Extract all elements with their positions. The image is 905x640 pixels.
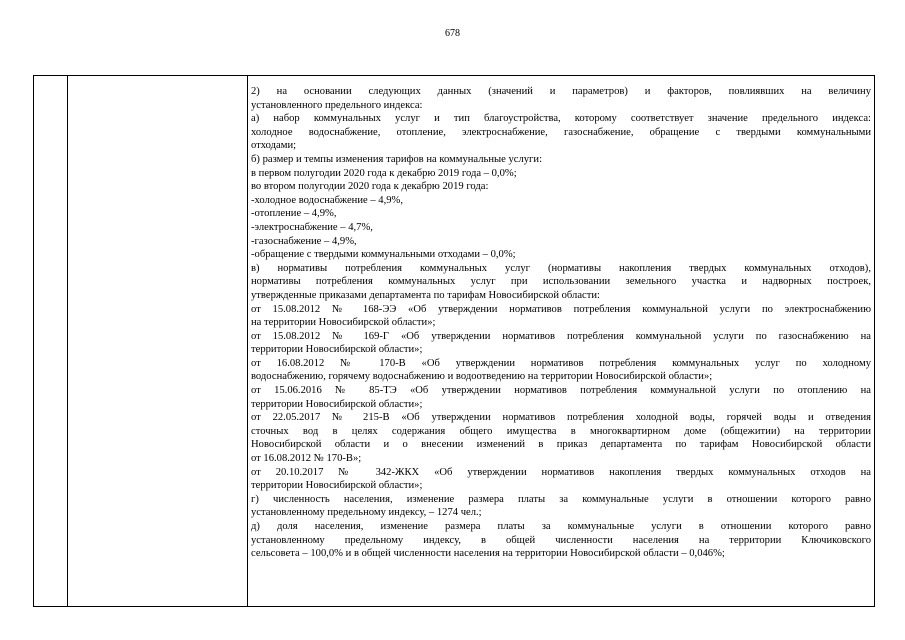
text-line: нормативы потребления коммунальных услуг при использовании земельного участка и надворных построек, [251, 276, 871, 288]
text-line: территории Новосибирской области»; [251, 344, 423, 356]
text-line: водоснабжению, горячему водоснабжению и водоотведению на территории Новосибирской области»; [251, 371, 713, 383]
text-line: -газоснабжение – 4,9%, [251, 235, 357, 247]
text-line: -электроснабжение – 4,7%, [251, 221, 373, 233]
text-line: установленного предельного индекса: [251, 99, 423, 111]
text-line: на территории Новосибирской области»; [251, 317, 436, 329]
text-line: от 22.05.2017 № 215-В «Об утверждении нормативов потребления холодной воды, горячей воды и отведения [251, 412, 871, 424]
text-line: утвержденные приказами департамента по тарифам Новосибирской области: [251, 289, 600, 301]
text-line: -отопление – 4,9%, [251, 208, 337, 220]
table-cell-name [67, 76, 248, 606]
text-line: установленному предельному индексу, – 1274 чел.; [251, 507, 482, 519]
text-line: холодное водоснабжение, отопление, электроснабжение, газоснабжение, обращение с твердыми коммунальными [251, 126, 871, 138]
document-table [33, 75, 875, 607]
text-line: в первом полугодии 2020 года к декабрю 2019 года – 0,0%; [251, 167, 517, 179]
text-line: -обращение с твердыми коммунальными отходами – 0,0%; [251, 249, 516, 261]
text-line: территории Новосибирской области»; [251, 398, 423, 410]
text-line: 2) на основании следующих данных (значений и параметров) и факторов, повлиявших на величину [251, 86, 871, 97]
table-cell-number [34, 76, 68, 606]
text-line: д) доля населения, изменение размера платы за коммунальные услуги в отношении которого равно [251, 521, 871, 532]
table-cell-content [248, 76, 874, 606]
text-line: Новосибирской области и о внесении изменений в приказ департамента по тарифам Новосибирской области [251, 439, 871, 451]
text-line: б) размер и темпы изменения тарифов на коммунальные услуги: [251, 153, 543, 165]
text-line: отходами; [251, 140, 297, 152]
text-line: сельсовета – 100,0% и в общей численности населения на территории Новосибирской области – 0,046%; [251, 548, 725, 560]
text-line: территории Новосибирской области»; [251, 480, 423, 492]
text-line: установленному предельному индексу, в общей численности населения на территории Ключиковского [251, 534, 871, 546]
text-line: от 15.06.2016 № 85-ТЭ «Об утверждении нормативов потребления коммунальной услуги по отоплению на [251, 385, 871, 397]
text-line: от 15.08.2012 № 169-Г «Об утверждении нормативов потребления коммунальной услуги по газоснабжению на [251, 330, 871, 342]
text-line: сточных вод в целях содержания общего имущества в многоквартирном доме (общежитии) на территории [251, 425, 871, 437]
text-line: -холодное водоснабжение – 4,9%, [251, 194, 403, 206]
text-line: г) численность населения, изменение размера платы за коммунальные услуги в отношении которого равно [251, 493, 871, 505]
text-line: в) нормативы потребления коммунальных услуг (нормативы накопления твердых коммунальных отходов), [251, 262, 871, 274]
text-line: от 16.08.2012 № 170-В»; [251, 453, 362, 465]
text-line: а) набор коммунальных услуг и тип благоустройства, которому соответствует значение предельного индекса: [251, 113, 871, 125]
text-line: от 16.08.2012 № 170-В «Об утверждении нормативов потребления коммунальных услуг по холодному [251, 357, 871, 369]
text-line: во втором полугодии 2020 года к декабрю 2019 года: [251, 181, 489, 193]
page-number: 678 [445, 28, 460, 39]
text-line: от 20.10.2017 № 342-ЖКХ «Об утверждении нормативов накопления твердых коммунальных отходов на [251, 466, 871, 478]
text-line: от 15.08.2012 № 168-ЭЭ «Об утверждении нормативов потребления коммунальной услуги по электроснабжению [251, 303, 871, 315]
